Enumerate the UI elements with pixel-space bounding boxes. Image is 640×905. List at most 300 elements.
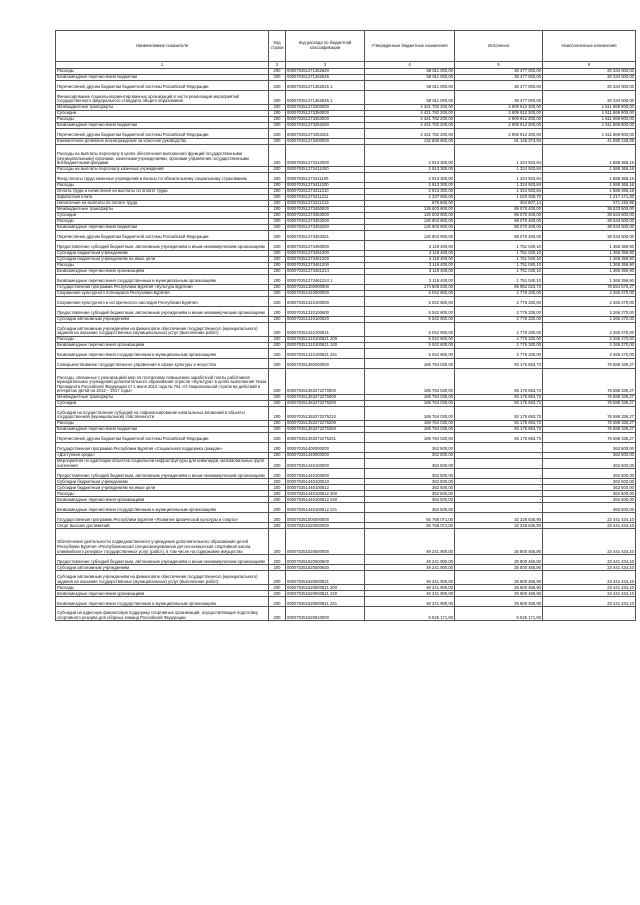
row-name: Фонд оплаты труда казенных учреждений и взносы по обязательному социальному страхованию xyxy=(56,173,269,183)
row-approved: 169 764 030,00 xyxy=(365,433,455,443)
row-name: Межбюджетные трансферты xyxy=(56,207,269,213)
row-line-code: 200 xyxy=(269,189,286,195)
row-line-code: 200 xyxy=(269,317,286,323)
row-unexecuted: 1 588 366,16 xyxy=(543,189,636,195)
row-line-code: 200 xyxy=(269,571,286,585)
row-name: Субсидии на адресную финансовую поддержку спортивных организаций, осуществляющих подготовку спортивного резерва для сборных команд Российской Федерации xyxy=(56,607,269,621)
row-executed: - xyxy=(455,453,543,459)
row-approved: 169 764 030,00 xyxy=(365,427,455,433)
row-unexecuted: 23 441 434,10 xyxy=(543,529,636,555)
row-budget-class: 000070251273461200 xyxy=(286,263,365,269)
row-executed: 1 751 040,10 xyxy=(455,269,543,275)
row-unexecuted: 2 266 270,00 xyxy=(543,291,636,297)
column-index: 4 xyxy=(365,62,455,69)
row-line-code: 200 xyxy=(269,81,286,91)
row-line-code: 200 xyxy=(269,565,286,571)
row-line-code: 200 xyxy=(269,207,286,213)
row-executed: 93 175 693,73 xyxy=(455,427,543,433)
row-line-code: 200 xyxy=(269,497,286,503)
row-executed: - xyxy=(455,443,543,453)
row-unexecuted: 23 441 434,10 xyxy=(543,591,636,597)
row-unexecuted: 20 334 000,00 xyxy=(543,69,636,75)
row-executed: 25 800 465,90 xyxy=(455,597,543,607)
row-line-code: 200 xyxy=(269,503,286,513)
row-unexecuted: 23 441 434,10 xyxy=(543,555,636,565)
row-budget-class: 000070251440100610 xyxy=(286,479,365,485)
row-budget-class: 000070251520500621 240 xyxy=(286,591,365,597)
table-row xyxy=(56,349,636,359)
row-unexecuted: 1 511 869 900,00 xyxy=(543,105,636,111)
row-line-code: 200 xyxy=(269,111,286,117)
row-approved: 5 042 600,00 xyxy=(365,337,455,343)
row-approved: 5 042 600,00 xyxy=(365,297,455,307)
row-line-code: 200 xyxy=(269,591,286,597)
row-unexecuted: 38 533 500,00 xyxy=(543,213,636,219)
row-budget-class: 000070251273350000 xyxy=(286,111,365,117)
row-executed: 38 477 000,00 xyxy=(455,69,543,75)
row-budget-class: 000070251500000000 xyxy=(286,513,365,523)
row-executed: 88 070 400,00 xyxy=(455,213,543,219)
table-row xyxy=(56,231,636,241)
row-approved: 49 241 900,00 xyxy=(365,591,455,597)
row-approved: 174 606 630,00 xyxy=(365,285,455,291)
row-budget-class: 000070251440100000 xyxy=(286,459,365,469)
row-budget-class: 000070251353272275210 xyxy=(286,407,365,421)
row-budget-class: 000070251273461000 xyxy=(286,251,365,257)
row-budget-class: 000070251273461224 1 xyxy=(286,275,365,285)
row-budget-class: 000070251273353000 xyxy=(286,117,365,123)
row-line-code: 200 xyxy=(269,275,286,285)
row-approved: 3 119 400,00 xyxy=(365,275,455,285)
row-executed: - xyxy=(455,497,543,503)
row-name: Безвозмездные перечисления организациям xyxy=(56,497,269,503)
row-line-code: 200 xyxy=(269,453,286,459)
row-unexecuted: 76 588 336,27 xyxy=(543,433,636,443)
row-executed: 93 175 693,73 xyxy=(455,401,543,407)
row-name: Безвозмездные перечисления бюджетам xyxy=(56,75,269,81)
row-budget-class: 000070251520500621 xyxy=(286,571,365,585)
row-executed: 2 776 330,00 xyxy=(455,297,543,307)
row-line-code: 200 xyxy=(269,117,286,123)
row-name: Субсидии бюджетным учреждениям xyxy=(56,251,269,257)
table-row xyxy=(56,529,636,555)
table-row xyxy=(56,459,636,469)
row-unexecuted: 1 511 869 900,00 xyxy=(543,123,636,129)
row-name: Безвозмездные перечисления государственным и муниципальным организациям xyxy=(56,349,269,359)
column-index: 1 xyxy=(56,62,269,69)
row-unexecuted: 76 588 336,27 xyxy=(543,395,636,401)
row-unexecuted: 2 266 270,00 xyxy=(543,317,636,323)
row-executed: 88 070 400,00 xyxy=(455,231,543,241)
row-budget-class: 000070251273411211 xyxy=(286,195,365,201)
row-budget-class: 000070251273411213 xyxy=(286,201,365,207)
row-approved: 362 500,00 xyxy=(365,459,455,469)
row-line-code: 200 xyxy=(269,607,286,621)
row-unexecuted: 1 368 359,90 xyxy=(543,269,636,275)
row-executed: 93 175 693,73 xyxy=(455,433,543,443)
row-approved: 6 526 171,00 xyxy=(365,607,455,621)
row-name: Расходы xyxy=(56,117,269,123)
row-approved: 3 119 400,00 xyxy=(365,269,455,275)
row-approved: 362 500,00 xyxy=(365,497,455,503)
row-executed: 1 020 328,70 xyxy=(455,195,543,201)
row-budget-class: 000070251520500621 200 xyxy=(286,585,365,591)
row-approved: 169 764 030,00 xyxy=(365,401,455,407)
table-row xyxy=(56,571,636,585)
row-name: Расходы xyxy=(56,219,269,225)
row-unexecuted: 23 441 434,10 xyxy=(543,597,636,607)
row-budget-class: 000070251353272275000 xyxy=(286,395,365,401)
row-budget-class: 000070251400000000 xyxy=(286,443,365,453)
row-line-code: 200 xyxy=(269,145,286,167)
table-row xyxy=(56,129,636,139)
table-row xyxy=(56,607,636,621)
row-unexecuted: 38 533 500,00 xyxy=(543,231,636,241)
header-unexecuted: Неисполненные назначения xyxy=(543,31,636,62)
row-approved: 362 500,00 xyxy=(365,491,455,497)
header-budget-class: Код расхода по бюджетной классификации xyxy=(286,31,365,62)
row-executed: 2 776 330,00 xyxy=(455,343,543,349)
row-approved: 58 811 000,00 xyxy=(365,75,455,81)
row-executed: 1 324 933,84 xyxy=(455,173,543,183)
table-row xyxy=(56,469,636,479)
table-body xyxy=(56,69,636,621)
row-executed: 91 145 373,94 xyxy=(455,139,543,145)
row-unexecuted: 20 334 000,00 xyxy=(543,81,636,91)
row-budget-class: 000070251310100621 200 xyxy=(286,337,365,343)
row-approved: 5 042 600,00 xyxy=(365,323,455,337)
row-executed: 2 909 912 300,00 xyxy=(455,123,543,129)
row-unexecuted: 23 441 434,10 xyxy=(543,513,636,523)
row-unexecuted: 76 588 336,27 xyxy=(543,369,636,395)
row-line-code: 200 xyxy=(269,485,286,491)
row-executed: - xyxy=(455,485,543,491)
row-budget-class: 000070251271352625 1 xyxy=(286,81,365,91)
row-budget-class: 000070251310100620 xyxy=(286,317,365,323)
row-budget-class: 000070251273450000 xyxy=(286,207,365,213)
header-approved: Утвержденные бюджетные назначения xyxy=(365,31,455,62)
row-name: Расходы, связанные с реализацией мер по поэтапному повышению заработной платы работников муниципальных учреждений дополнительного образования отрасли «Культура» в целях выполнения Указа Президента Российской Федерации от 1 июня 2012 года № 761 «О Национальной стратегии действий в интересах детей на 2012 – 2017 годы» xyxy=(56,369,269,395)
row-name: Безвозмездные перечисления государственным и муниципальным организациям xyxy=(56,503,269,513)
header-executed: Исполнено xyxy=(455,31,543,62)
row-name: Государственная программа Республики Бурятия «Культура Бурятии» xyxy=(56,285,269,291)
row-name: Субсидии автономным учреждениям на финансовое обеспечение государственного (муниципального) задания на оказание государственных (муниципальных) услуг (выполнение работ) xyxy=(56,571,269,585)
row-budget-class: 000070251353272270000 xyxy=(286,369,365,395)
row-executed: 1 751 040,10 xyxy=(455,275,543,285)
row-line-code: 200 xyxy=(269,555,286,565)
row-name: Расходы xyxy=(56,69,269,75)
row-line-code: 200 xyxy=(269,491,286,497)
row-unexecuted: 20 334 000,00 xyxy=(543,75,636,81)
row-line-code: 200 xyxy=(269,443,286,453)
row-name: Безвозмездные перечисления бюджетам xyxy=(56,123,269,129)
row-unexecuted: 1 217 171,30 xyxy=(543,195,636,201)
row-budget-class: 000070251520500621 241 xyxy=(286,597,365,607)
table-row xyxy=(56,297,636,307)
row-name: Предоставление субсидий бюджетным, автономным учреждениям и иным некоммерческим организациям xyxy=(56,241,269,251)
row-approved: 126 603 600,00 xyxy=(365,207,455,213)
row-line-code: 200 xyxy=(269,343,286,349)
row-executed: 1 751 040,10 xyxy=(455,263,543,269)
column-index: 2 xyxy=(269,62,286,69)
row-executed: - xyxy=(455,491,543,497)
row-name: Ежемесячное денежное вознаграждение за классное руководство xyxy=(56,139,269,145)
table-row xyxy=(56,145,636,167)
row-approved: 58 811 000,00 xyxy=(365,81,455,91)
row-approved: 675 800,00 xyxy=(365,201,455,207)
row-approved: 126 603 600,00 xyxy=(365,219,455,225)
row-approved: 49 241 900,00 xyxy=(365,529,455,555)
row-approved: 3 119 400,00 xyxy=(365,257,455,263)
row-approved: 2 913 300,00 xyxy=(365,173,455,183)
row-approved: 3 119 400,00 xyxy=(365,241,455,251)
row-unexecuted: 2 266 270,00 xyxy=(543,297,636,307)
row-name: Расходы xyxy=(56,491,269,497)
row-executed: - xyxy=(455,503,543,513)
column-index: 3 xyxy=(286,62,365,69)
row-executed: 2 776 330,00 xyxy=(455,323,543,337)
table-row xyxy=(56,443,636,453)
row-executed: 38 477 000,00 xyxy=(455,91,543,105)
row-name: Расходы xyxy=(56,337,269,343)
row-executed: 38 477 000,00 xyxy=(455,81,543,91)
row-unexecuted: 38 533 500,00 xyxy=(543,225,636,231)
row-line-code: 200 xyxy=(269,251,286,257)
row-approved: 4 421 782 200,00 xyxy=(365,105,455,111)
row-executed: 93 175 693,73 xyxy=(455,395,543,401)
row-approved: 126 603 600,00 xyxy=(365,231,455,241)
row-budget-class: 000070251440000000 xyxy=(286,453,365,459)
row-executed: 1 324 933,84 xyxy=(455,189,543,195)
row-line-code: 200 xyxy=(269,219,286,225)
row-line-code: 200 xyxy=(269,291,286,297)
row-budget-class: 000070251273453000 xyxy=(286,213,365,219)
row-line-code: 200 xyxy=(269,407,286,421)
table-row xyxy=(56,91,636,105)
row-executed: 2 909 912 300,00 xyxy=(455,111,543,117)
row-unexecuted: 362 500,00 xyxy=(543,497,636,503)
row-unexecuted: 1 511 869 900,00 xyxy=(543,111,636,117)
header-line-code: Код строки xyxy=(269,31,286,62)
expenditure-table xyxy=(55,30,636,621)
row-unexecuted: 76 588 336,27 xyxy=(543,359,636,369)
row-budget-class: 000070251350000000 xyxy=(286,359,365,369)
row-name: Мероприятия по адаптации объектов социальной инфраструктуры для инвалидов, маломобильных групп населения xyxy=(56,459,269,469)
row-approved: 362 500,00 xyxy=(365,503,455,513)
row-line-code: 200 xyxy=(269,129,286,139)
row-unexecuted: 2 266 270,00 xyxy=(543,343,636,349)
row-approved: 55 768 071,00 xyxy=(365,523,455,529)
row-line-code: 200 xyxy=(269,173,286,183)
row-unexecuted: 23 441 434,10 xyxy=(543,585,636,591)
row-unexecuted: 362 500,00 xyxy=(543,491,636,497)
row-executed: 2 776 330,00 xyxy=(455,337,543,343)
row-unexecuted: 371 192,86 xyxy=(543,201,636,207)
row-name: Сохранение культурного и исторического наследия Республики Бурятия xyxy=(56,297,269,307)
row-executed: 25 800 465,90 xyxy=(455,565,543,571)
row-name: Межбюджетные трансферты xyxy=(56,395,269,401)
row-executed: 93 175 693,73 xyxy=(455,359,543,369)
row-approved: 5 042 600,00 xyxy=(365,317,455,323)
row-executed: 2 776 330,00 xyxy=(455,317,543,323)
table-row xyxy=(56,173,636,183)
table-row xyxy=(56,513,636,523)
row-approved: 362 500,00 xyxy=(365,453,455,459)
row-approved: 49 241 900,00 xyxy=(365,565,455,571)
row-budget-class: 000070251310100621 241 xyxy=(286,349,365,359)
row-name: Финансирование социальноориентированных организаций в части реализации мероприятий государственного федерального стандарта общего образования xyxy=(56,91,269,105)
row-unexecuted: 1 588 366,16 xyxy=(543,145,636,167)
row-executed: 1 751 040,10 xyxy=(455,251,543,257)
row-unexecuted: - xyxy=(543,607,636,621)
row-approved: 5 042 600,00 xyxy=(365,291,455,297)
row-executed: 25 800 465,90 xyxy=(455,591,543,597)
row-executed: 93 175 693,73 xyxy=(455,407,543,421)
row-line-code: 200 xyxy=(269,359,286,369)
row-approved: 2 913 300,00 xyxy=(365,167,455,173)
row-name: Субсидии бюджетным учреждениям xyxy=(56,479,269,485)
row-unexecuted: 76 588 336,27 xyxy=(543,401,636,407)
row-unexecuted: 362 500,00 xyxy=(543,485,636,491)
row-approved: 3 119 400,00 xyxy=(365,251,455,257)
row-line-code: 200 xyxy=(269,523,286,529)
row-budget-class: 000070251273453200 xyxy=(286,219,365,225)
table-row xyxy=(56,241,636,251)
row-name: Безвозмездные перечисления бюджетам xyxy=(56,427,269,433)
row-executed: 93 175 693,73 xyxy=(455,421,543,427)
row-name: Субсидии xyxy=(56,213,269,219)
row-unexecuted: 362 500,00 xyxy=(543,479,636,485)
row-approved: 169 764 030,00 xyxy=(365,407,455,421)
row-line-code: 200 xyxy=(269,307,286,317)
row-executed: 1 751 040,10 xyxy=(455,257,543,263)
row-budget-class: 000070251273300000 xyxy=(286,105,365,111)
row-budget-class: 000070251271352625 xyxy=(286,75,365,81)
row-approved: 4 421 782 200,00 xyxy=(365,117,455,123)
row-executed: 25 800 465,90 xyxy=(455,571,543,585)
row-approved: 126 603 600,00 xyxy=(365,225,455,231)
row-budget-class: 000070251520500620 xyxy=(286,565,365,571)
row-budget-class: 000070251273453251 xyxy=(286,231,365,241)
row-name: Сохранение культурного потенциала Республики Бурятия xyxy=(56,291,269,297)
row-name: Предоставление субсидий бюджетным, автономным учреждениям и иным некоммерческим организациям xyxy=(56,307,269,317)
row-budget-class: 000070251273411210 xyxy=(286,189,365,195)
row-approved: 49 241 900,00 xyxy=(365,571,455,585)
row-executed: 6 526 171,00 xyxy=(455,607,543,621)
row-name: Обеспечение деятельности подведомственного учреждения дополнительного образования детей Республики Бурятия «Республиканская специализированная детско-юношеская спортивная школа олимпийского резерва» государственных услуг (работ), в том числе на содержание имущества xyxy=(56,529,269,555)
row-approved: 58 811 000,00 xyxy=(365,69,455,75)
row-budget-class: 000070251440100612 240 xyxy=(286,497,365,503)
row-name: Перечисления другим бюджетам бюджетной системы Российской Федерации xyxy=(56,81,269,91)
row-executed: 304 607,14 xyxy=(455,201,543,207)
row-approved: 2 913 300,00 xyxy=(365,145,455,167)
row-approved: 169 764 030,00 xyxy=(365,421,455,427)
row-budget-class: 000070251273461200 xyxy=(286,257,365,263)
table-row xyxy=(56,323,636,337)
row-line-code: 200 xyxy=(269,459,286,469)
row-unexecuted: 1 588 366,16 xyxy=(543,167,636,173)
row-line-code: 200 xyxy=(269,201,286,207)
row-name: Безвозмездные перечисления организациям xyxy=(56,591,269,597)
row-name: Начисления на выплаты по оплате труда xyxy=(56,201,269,207)
row-unexecuted: 1 588 366,16 xyxy=(543,183,636,189)
row-unexecuted: 20 334 000,00 xyxy=(543,91,636,105)
row-approved: 362 500,00 xyxy=(365,469,455,479)
row-budget-class: 000070251271352625 1 xyxy=(286,91,365,105)
row-name: Совершенствование государственного управления в сфере культуры и искусства xyxy=(56,359,269,369)
row-unexecuted: 76 588 336,27 xyxy=(543,421,636,427)
row-executed: 2 776 330,00 xyxy=(455,349,543,359)
row-line-code: 200 xyxy=(269,123,286,129)
table-row xyxy=(56,555,636,565)
row-approved: 5 042 600,00 xyxy=(365,349,455,359)
row-budget-class: 000070251440100612 241 xyxy=(286,503,365,513)
row-name: Государственная программа Республики Бурятия «Социальная поддержка граждан» xyxy=(56,443,269,453)
row-executed: 88 070 400,00 xyxy=(455,207,543,213)
table-row xyxy=(56,597,636,607)
row-approved: 2 913 300,00 xyxy=(365,189,455,195)
row-unexecuted: 362 500,00 xyxy=(543,503,636,513)
row-line-code: 200 xyxy=(269,269,286,275)
row-budget-class: 000070251273411100 xyxy=(286,173,365,183)
row-name: Государственная программа Республики Бурятия «Развитие физической культуры и спорта» xyxy=(56,513,269,523)
table-row xyxy=(56,359,636,369)
row-approved: 362 500,00 xyxy=(365,479,455,485)
row-line-code: 200 xyxy=(269,285,286,291)
row-approved: 5 042 600,00 xyxy=(365,307,455,317)
row-budget-class: 000070251520810000 xyxy=(286,607,365,621)
row-budget-class: 000070251310100600 xyxy=(286,307,365,317)
row-unexecuted: 38 533 500,00 xyxy=(543,207,636,213)
row-line-code: 200 xyxy=(269,421,286,427)
row-name: Субсидии автономным учреждениям на финансовое обеспечение государственного (муниципального) задания на оказание государственных (муниципальных) услуг (выполнение работ) xyxy=(56,323,269,337)
column-index-row xyxy=(56,62,636,69)
row-budget-class: 000070251273353251 xyxy=(286,129,365,139)
row-budget-class: 000070251271352620 xyxy=(286,69,365,75)
row-unexecuted: 2 266 270,00 xyxy=(543,349,636,359)
row-budget-class: 000070251440100612 xyxy=(286,485,365,491)
row-unexecuted: 78 654 576,27 xyxy=(543,285,636,291)
row-line-code: 200 xyxy=(269,469,286,479)
row-approved: 126 603 600,00 xyxy=(365,213,455,219)
row-name: Межбюджетные трансферты xyxy=(56,105,269,111)
row-budget-class: 000070251520000000 xyxy=(286,523,365,529)
row-budget-class: 000070251273461224 xyxy=(286,269,365,275)
row-approved: 169 764 030,00 xyxy=(365,369,455,395)
row-budget-class: 000070251273460000 xyxy=(286,241,365,251)
row-unexecuted: 1 368 359,90 xyxy=(543,275,636,285)
table-row xyxy=(56,275,636,285)
row-budget-class: 000070251353272275250 xyxy=(286,427,365,433)
row-budget-class: 000070251353272275200 xyxy=(286,421,365,427)
row-unexecuted: 1 368 359,90 xyxy=(543,241,636,251)
row-name: Субсидии бюджетным учреждениям на иные цели xyxy=(56,257,269,263)
row-budget-class: 000070251273410000 xyxy=(286,145,365,167)
row-name: Безвозмездные перечисления государственным и муниципальным организациям xyxy=(56,597,269,607)
row-unexecuted: 362 500,00 xyxy=(543,443,636,453)
row-executed: 95 952 023,73 xyxy=(455,285,543,291)
row-unexecuted: 362 500,00 xyxy=(543,469,636,479)
row-unexecuted: 76 588 336,27 xyxy=(543,427,636,433)
table-row xyxy=(56,503,636,513)
row-approved: 2 913 300,00 xyxy=(365,183,455,189)
row-approved: 4 421 782 200,00 xyxy=(365,123,455,129)
row-name: Расходы xyxy=(56,585,269,591)
row-line-code: 200 xyxy=(269,585,286,591)
row-executed: - xyxy=(455,479,543,485)
row-approved: 4 421 782 200,00 xyxy=(365,129,455,139)
row-name: Перечисления другим бюджетам бюджетной системы Российской Федерации xyxy=(56,433,269,443)
